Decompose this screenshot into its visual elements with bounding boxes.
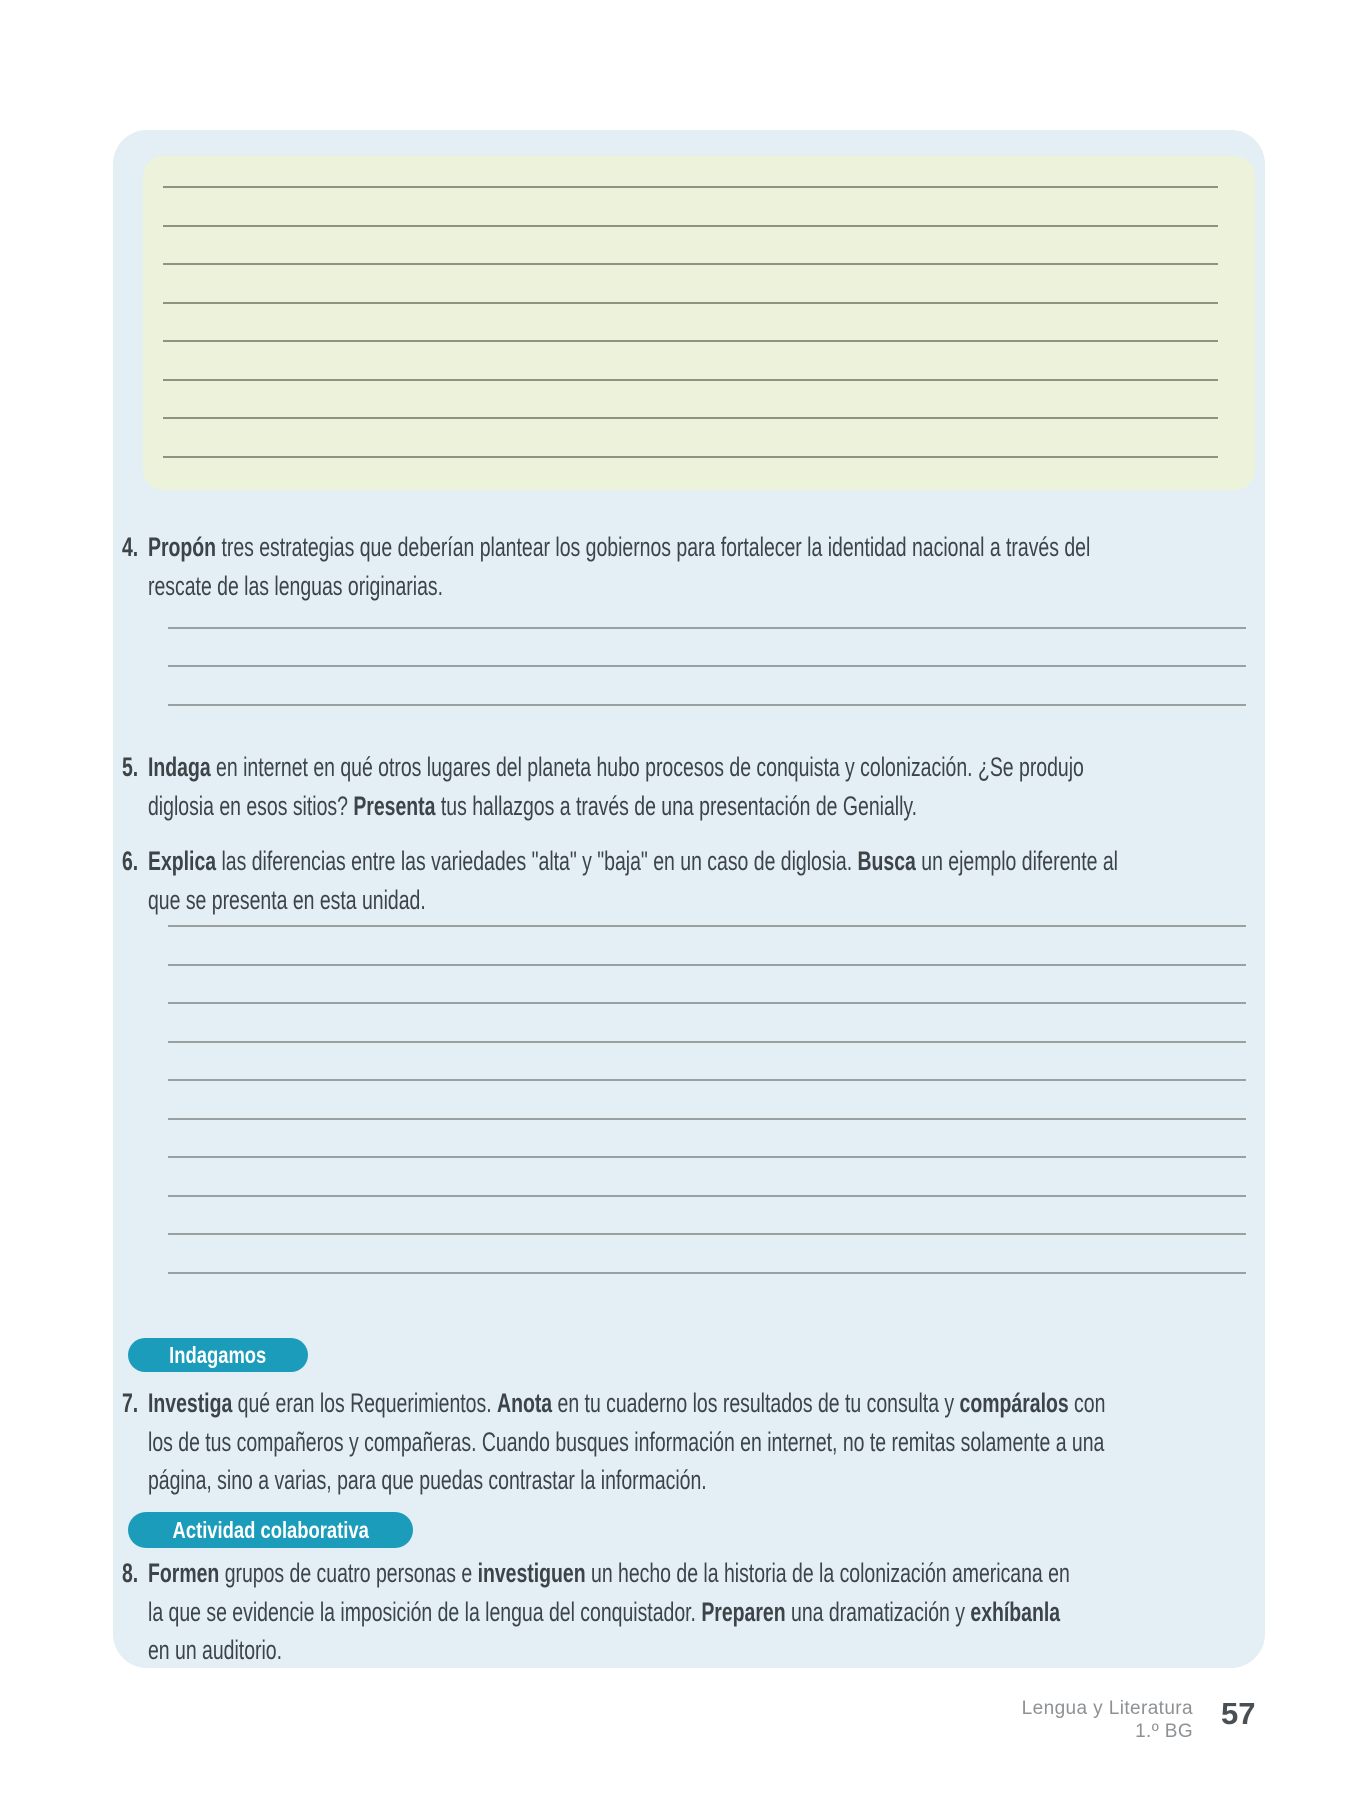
- exercise-7: [122, 1384, 1350, 1500]
- ruled-line: [168, 1081, 1246, 1120]
- text-line: Indaga en internet en qué otros lugares del planeta hubo procesos de conquista y colonización. ¿Se produjo: [148, 752, 1084, 782]
- text-line: Investiga qué eran los Requerimientos. Anota en tu cuaderno los resultados de tu consulta y compáralos con: [148, 1388, 1106, 1418]
- exercise-text: [148, 1384, 1350, 1500]
- ruled-line: [168, 927, 1246, 966]
- exercise-number: 5.: [122, 752, 139, 782]
- ruled-line: [168, 1235, 1246, 1274]
- ruled-line: [168, 889, 1246, 928]
- ruled-line: [168, 629, 1246, 668]
- text-line: diglosia en esos sitios? Presenta tus hallazgos a través de una presentación de Genially.: [148, 790, 918, 821]
- text-line: página, sino a varias, para que puedas contrastar la información.: [148, 1465, 707, 1495]
- exercise-4-answer-lines: [168, 590, 1246, 706]
- text-line: la que se evidencie la imposición de la lengua del conquistador. Preparen una dramatización y exhíbanla: [148, 1596, 1061, 1627]
- ruled-line: [168, 1120, 1246, 1159]
- ruled-line: [163, 227, 1218, 266]
- notes-ruled-lines: [163, 150, 1218, 458]
- ruled-line: [163, 265, 1218, 304]
- text-line: Propón tres estrategias que deberían plantear los gobiernos para fortalecer la identidad nacional a través del: [148, 532, 1091, 562]
- exercise-8: [122, 1554, 1350, 1670]
- ruled-line: [163, 150, 1218, 189]
- text-line: Formen grupos de cuatro personas e investiguen un hecho de la historia de la colonización americana en: [148, 1558, 1070, 1588]
- ruled-line: [163, 381, 1218, 420]
- exercise-text: [148, 748, 1350, 825]
- ruled-line: [168, 966, 1246, 1005]
- footer-grade: 1.º BG: [1135, 1721, 1193, 1742]
- ruled-line: [168, 1043, 1246, 1082]
- ruled-line: [168, 1158, 1246, 1197]
- page-number: 57: [1221, 1696, 1256, 1731]
- ruled-line: [163, 304, 1218, 343]
- exercise-number: 7.: [122, 1388, 139, 1418]
- ruled-line: [163, 342, 1218, 381]
- indagamos-badge: [128, 1338, 308, 1372]
- exercise-text: [148, 1554, 1350, 1670]
- text-line: que se presenta en esta unidad.: [148, 884, 426, 915]
- exercise-number: 4.: [122, 532, 139, 562]
- badge-label: Actividad colaborativa: [172, 1516, 369, 1543]
- ruled-line: [168, 1197, 1246, 1236]
- exercise-number: 6.: [122, 846, 139, 876]
- text-line: los de tus compañeros y compañeras. Cuando busques información en internet, no te remitas solamente a una: [148, 1426, 1105, 1457]
- ruled-line: [168, 590, 1246, 629]
- actividad-colaborativa-badge: [128, 1512, 413, 1548]
- text-line: Explica las diferencias entre las variedades "alta" y "baja" en un caso de diglosia. Busca un ejemplo diferente al: [148, 846, 1118, 876]
- ruled-line: [163, 419, 1218, 458]
- footer-subject-block: [793, 1697, 1193, 1743]
- badge-label: Indagamos: [169, 1341, 267, 1368]
- ruled-line: [168, 1004, 1246, 1043]
- ruled-line: [168, 667, 1246, 706]
- exercise-6-answer-lines: [168, 889, 1246, 1274]
- ruled-line: [163, 188, 1218, 227]
- exercise-5: [122, 748, 1350, 825]
- text-line: en un auditorio.: [148, 1635, 283, 1665]
- footer-subject: Lengua y Literatura: [1021, 1698, 1193, 1719]
- exercise-number: 8.: [122, 1558, 139, 1588]
- text-line: rescate de las lenguas originarias.: [148, 570, 444, 601]
